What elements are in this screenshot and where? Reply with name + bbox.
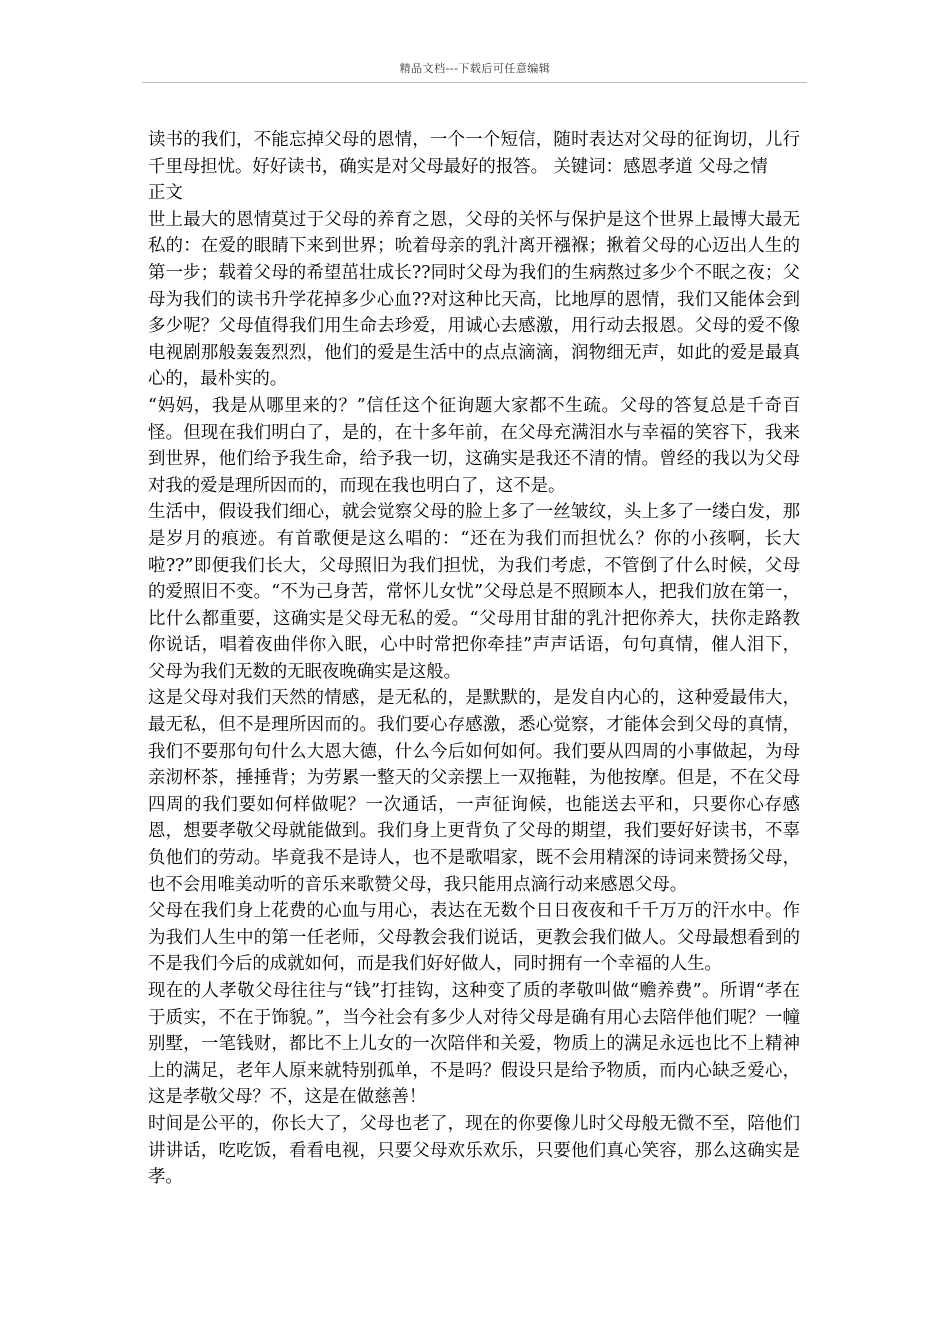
paragraph: 世上最大的恩情莫过于父母的养育之恩，父母的关怀与保护是这个世界上最博大最无私的：在爱的眼睛下来到世界；吮着母亲的乳汁离开襁褓；揪着父母的心迈出人生的第一步；载着父母的希望茁壮成长??同时父母为我们的生病熬过多少个不眠之夜；父母为我们的读书升学花掉多少心血??对这种比天高，比地厚的恩情，我们又能体会到多少呢？父母值得我们用生命去珍爱，用诚心去感激，用行动去报恩。父母的爱不像电视剧那般轰轰烈烈，他们的爱是生活中的点点滴滴，润物细无声，如此的爱是最真心的，最朴实的。	[148, 209, 800, 390]
paragraph-abstract: 读书的我们，不能忘掉父母的恩情，一个一个短信，随时表达对父母的征询切，儿行千里母担忧。好好读书，确实是对父母最好的报答。 关键词：感恩孝道 父母之情	[148, 130, 800, 177]
paragraph: 父母在我们身上花费的心血与用心，表达在无数个日日夜夜和千千万万的汗水中。作为我们人生中的第一任老师，父母教会我们说话，更教会我们做人。父母最想看到的不是我们今后的成就如何，而是我们好好做人，同时拥有一个幸福的人生。	[148, 901, 800, 975]
paragraph: 这是父母对我们天然的情感，是无私的，是默默的，是发自内心的，这种爱最伟大，最无私，但不是理所因而的。我们要心存感激，悉心觉察，才能体会到父母的真情，我们不要那句句什么大恩大德，什么今后如何如何。我们要从四周的小事做起，为母亲沏杯茶，捶捶背；为劳累一整天的父亲摆上一双拖鞋，为他按摩。但是，不在父母四周的我们要如何样做呢？一次通话，一声征询候，也能送去平和，只要你心存感恩，想要孝敬父母就能做到。我们身上更背负了父母的期望，我们要好好读书，不辜负他们的劳动。毕竟我不是诗人，也不是歌唱家，既不会用精深的诗词来赞扬父母，也不会用唯美动听的音乐来歌赞父母，我只能用点滴行动来感恩父母。	[148, 688, 800, 895]
page-header: 精品文档---下载后可任意编辑	[399, 62, 551, 75]
section-heading: 正文	[148, 183, 183, 204]
paragraph: 现在的人孝敬父母往往与“钱”打挂钩，这种变了质的孝敬叫做“赡养费”。所谓“孝在于质实，不在于饰貌。”，当今社会有多少人对待父母是确有用心去陪伴他们呢？一幢别墅，一笔钱财，都比不上儿女的一次陪伴和关爱，物质上的满足永远也比不上精神上的满足，老年人原来就特别孤单，不是吗？假设只是给予物质，而内心缺乏爱心，这是孝敬父母？不，这是在做慈善！	[148, 981, 800, 1108]
paragraph: “妈妈，我是从哪里来的？”信任这个征询题大家都不生疏。父母的答复总是千奇百怪。但现在我们明白了，是的，在十多年前，在父母充满泪水与幸福的笑容下，我来到世界，他们给予我生命，给予我一切，这确实是我还不清的情。曾经的我以为父母对我的爱是理所因而的，而现在我也明白了，这不是。	[148, 395, 800, 496]
document-body	[148, 127, 800, 1191]
header-rule	[142, 82, 807, 83]
paragraph: 时间是公平的，你长大了，父母也老了，现在的你要像儿时父母般无微不至，陪他们讲讲话，吃吃饭，看看电视，只要父母欢乐欢乐，只要他们真心笑容，那么这确实是孝。	[148, 1113, 800, 1188]
paragraph: 生活中，假设我们细心，就会觉察父母的脸上多了一丝皱纹，头上多了一缕白发，那是岁月的痕迹。有首歌便是这么唱的：“还在为我们而担忧么？你的小孩啊，长大啦??”即便我们长大，父母照旧为我们担忧，为我们考虑，不管倒了什么时候，父母的爱照旧不变。“不为己身苦，常怀儿女忧”父母总是不照顾本人，把我们放在第一，比什么都重要，这确实是父母无私的爱。“父母用甘甜的乳汁把你养大，扶你走路教你说话，唱着夜曲伴你入眠，心中时常把你牵挂”声声话语，句句真情，催人泪下，父母为我们无数的无眠夜晚确实是这般。	[148, 502, 800, 682]
